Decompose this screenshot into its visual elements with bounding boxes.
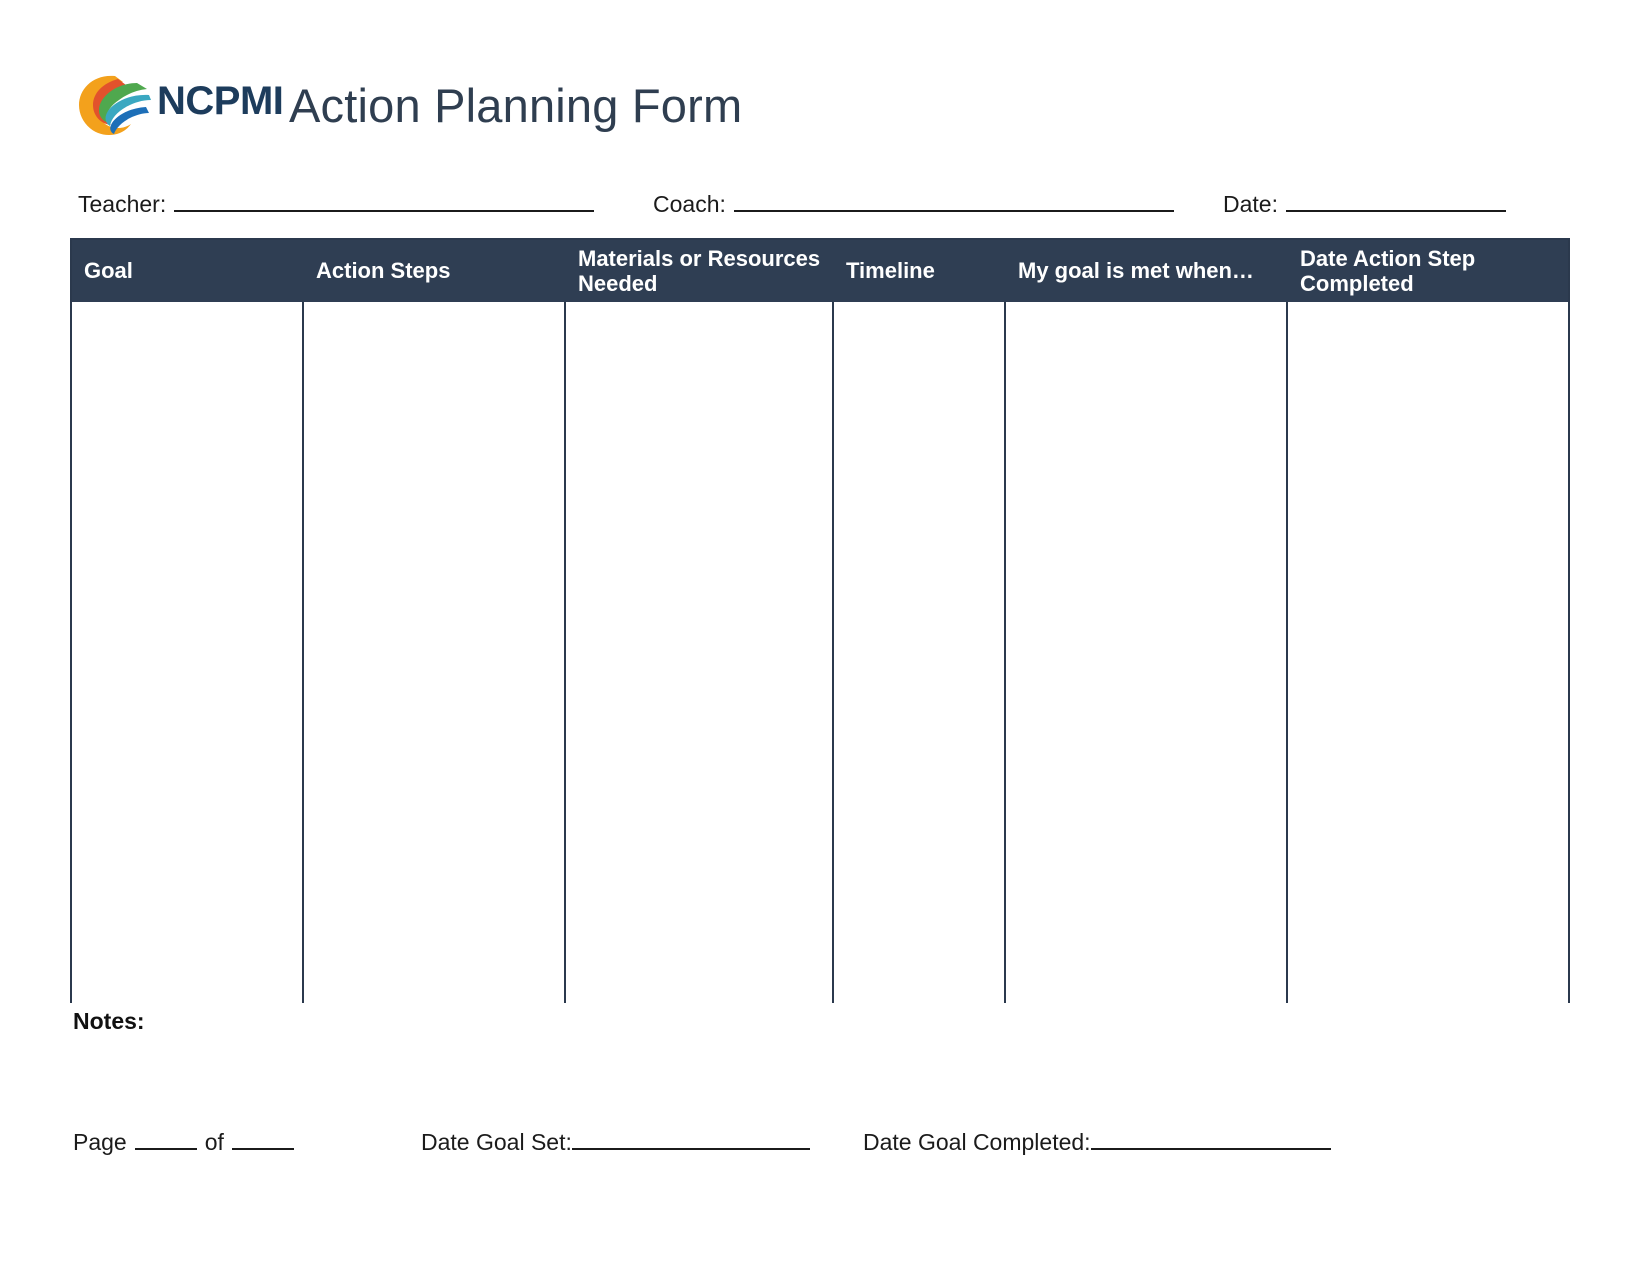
date-goal-set-input-line[interactable] — [572, 1128, 810, 1150]
teacher-field[interactable] — [78, 190, 594, 218]
date-label: Date: — [1223, 191, 1278, 217]
teacher-label: Teacher: — [78, 191, 167, 217]
date-field[interactable] — [1223, 190, 1506, 218]
column-header-materials: Materials or Resources Needed — [566, 240, 834, 302]
identity-row — [78, 190, 1578, 222]
page-of-label: of — [204, 1129, 224, 1155]
ncpmi-logo — [75, 65, 284, 145]
document-header — [75, 62, 742, 148]
date-input-line[interactable] — [1286, 190, 1506, 212]
date-goal-completed-label: Date Goal Completed: — [863, 1129, 1091, 1155]
cell-date-completed[interactable] — [1288, 302, 1568, 1003]
column-header-goal: Goal — [72, 240, 304, 302]
date-goal-completed-field[interactable] — [863, 1128, 1331, 1156]
date-goal-set-label: Date Goal Set: — [421, 1129, 572, 1155]
page-title: Action Planning Form — [289, 78, 743, 132]
table-header-row — [72, 240, 1568, 302]
page-label: Page — [73, 1129, 127, 1155]
date-goal-set-field[interactable] — [421, 1128, 810, 1156]
column-header-timeline: Timeline — [834, 240, 1006, 302]
cell-timeline[interactable] — [834, 302, 1006, 1003]
page-number-input-line[interactable] — [135, 1128, 197, 1150]
column-header-action-steps: Action Steps — [304, 240, 566, 302]
date-goal-completed-input-line[interactable] — [1091, 1128, 1331, 1150]
coach-label: Coach: — [653, 191, 726, 217]
cell-action-steps[interactable] — [304, 302, 566, 1003]
column-header-date-completed: Date Action Step Completed — [1300, 245, 1476, 296]
action-planning-table — [70, 238, 1570, 1003]
notes-label: Notes: — [73, 1008, 145, 1034]
column-header-goal-met-when: My goal is met when… — [1006, 240, 1288, 302]
document-footer — [73, 1128, 1553, 1162]
logo-wordmark: NCPMI — [157, 79, 284, 123]
table-row — [72, 302, 1568, 1003]
cell-goal-met-when[interactable] — [1006, 302, 1288, 1003]
cell-materials[interactable] — [566, 302, 834, 1003]
coach-input-line[interactable] — [734, 190, 1174, 212]
cell-goal[interactable] — [72, 302, 304, 1003]
page-number-field[interactable] — [73, 1128, 294, 1156]
coach-field[interactable] — [653, 190, 1174, 218]
page-total-input-line[interactable] — [232, 1128, 294, 1150]
teacher-input-line[interactable] — [174, 190, 594, 212]
ncpmi-swoosh-logo-icon — [75, 69, 153, 141]
